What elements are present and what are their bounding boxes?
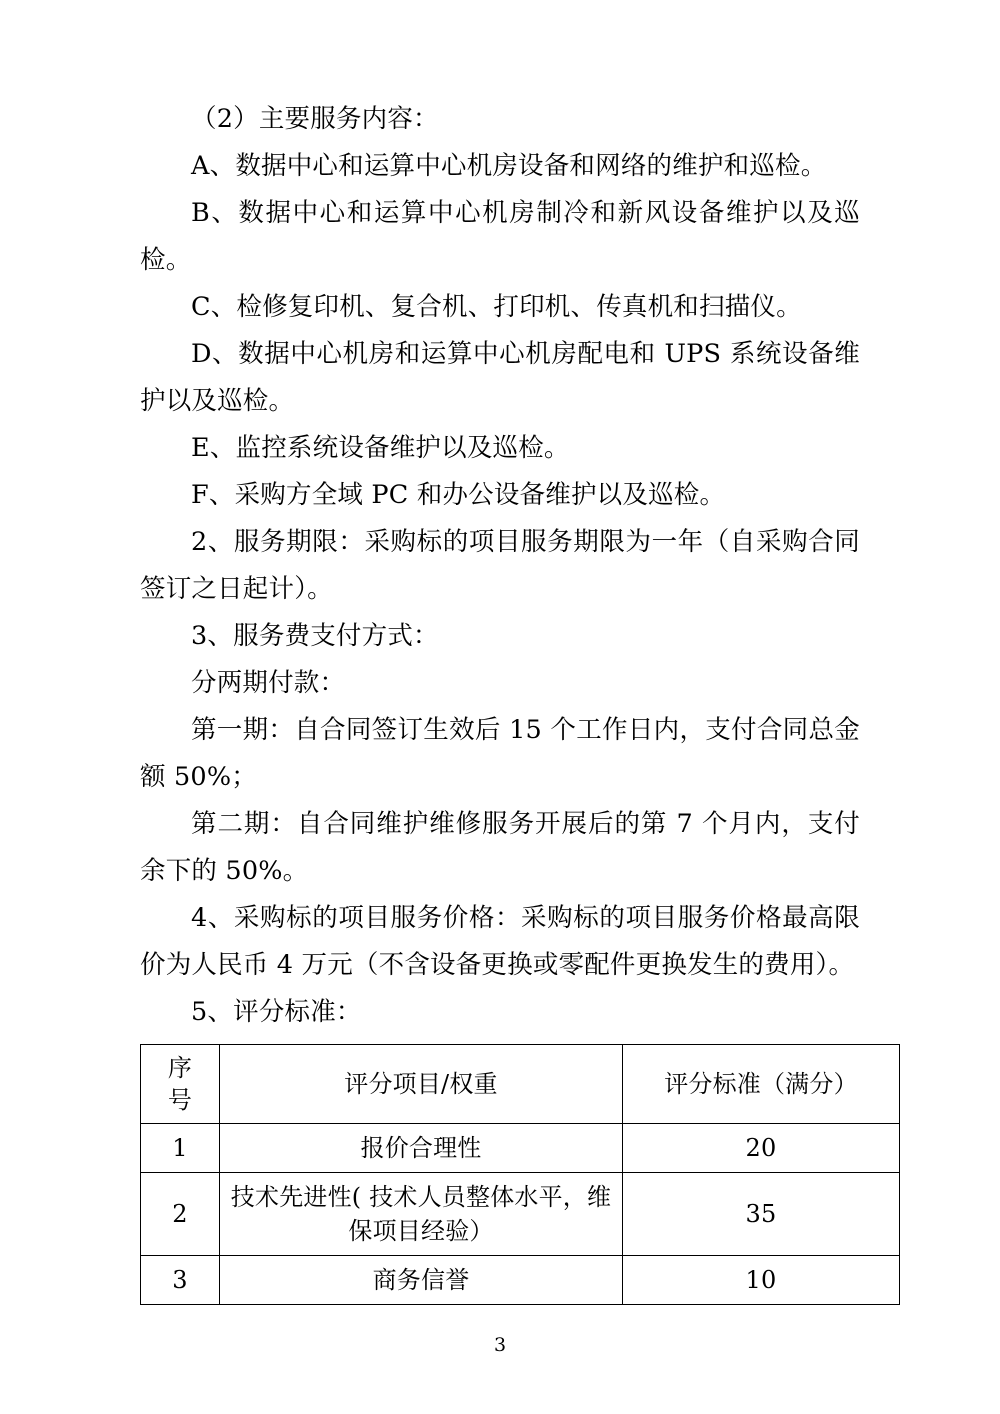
- table-cell-standard: 10: [623, 1256, 900, 1305]
- paragraph-installment-first: 第一期：自合同签订生效后 15 个工作日内，支付合同总金额 50%；: [140, 715, 860, 792]
- table-row: [141, 1173, 900, 1256]
- paragraph-service-price: 4、采购标的项目服务价格：采购标的项目服务价格最高限价为人民币 4 万元（不含设备更换或零配件更换发生的费用）。: [140, 903, 860, 980]
- table-header-standard: 评分标准（满分）: [623, 1045, 900, 1124]
- paragraph-item-c: C、检修复印机、复合机、打印机、传真机和扫描仪。: [191, 292, 802, 322]
- table-cell-item: 报价合理性: [220, 1124, 623, 1173]
- table-header-no: [141, 1045, 220, 1124]
- document-body: [140, 96, 860, 1305]
- table-row: [141, 1124, 900, 1173]
- table-row: [141, 1256, 900, 1305]
- paragraph-payment-method-heading: 3、服务费支付方式：: [191, 621, 439, 651]
- page-number: 3: [493, 1334, 507, 1356]
- paragraph-scoring-criteria-heading: 5、评分标准：: [191, 997, 362, 1027]
- table-cell-standard: 35: [623, 1173, 900, 1256]
- paragraph-service-content-heading: （2）主要服务内容：: [191, 104, 439, 134]
- paragraph-two-installments: 分两期付款：: [191, 668, 346, 698]
- table-cell-item: 技术先进性( 技术人员整体水平，维保项目经验）: [220, 1173, 623, 1256]
- paragraph-service-period: 2、服务期限：采购标的项目服务期限为一年（自采购合同签订之日起计）。: [140, 527, 860, 604]
- paragraph-item-b: B、数据中心和运算中心机房制冷和新风设备维护以及巡检。: [140, 198, 860, 275]
- table-cell-no: 1: [141, 1124, 220, 1173]
- paragraph-item-f: F、采购方全域 PC 和办公设备维护以及巡检。: [191, 480, 726, 510]
- paragraph-item-d: D、数据中心机房和运算中心机房配电和 UPS 系统设备维护以及巡检。: [140, 339, 860, 416]
- paragraph-installment-second: 第二期：自合同维护维修服务开展后的第 7 个月内，支付余下的 50%。: [140, 809, 860, 886]
- paragraph-item-e: E、监控系统设备维护以及巡检。: [191, 433, 570, 463]
- table-cell-no: 2: [141, 1173, 220, 1256]
- table-cell-no: 3: [141, 1256, 220, 1305]
- table-header-no-line1: 序: [167, 1054, 193, 1082]
- table-cell-standard: 20: [623, 1124, 900, 1173]
- table-header-no-line2: 号: [167, 1086, 193, 1114]
- table-cell-item: 商务信誉: [220, 1256, 623, 1305]
- paragraph-item-a: A、数据中心和运算中心机房设备和网络的维护和巡检。: [191, 151, 827, 181]
- scoring-criteria-table: [140, 1044, 900, 1305]
- table-header-item: 评分项目/权重: [220, 1045, 623, 1124]
- table-header-row: [141, 1045, 900, 1124]
